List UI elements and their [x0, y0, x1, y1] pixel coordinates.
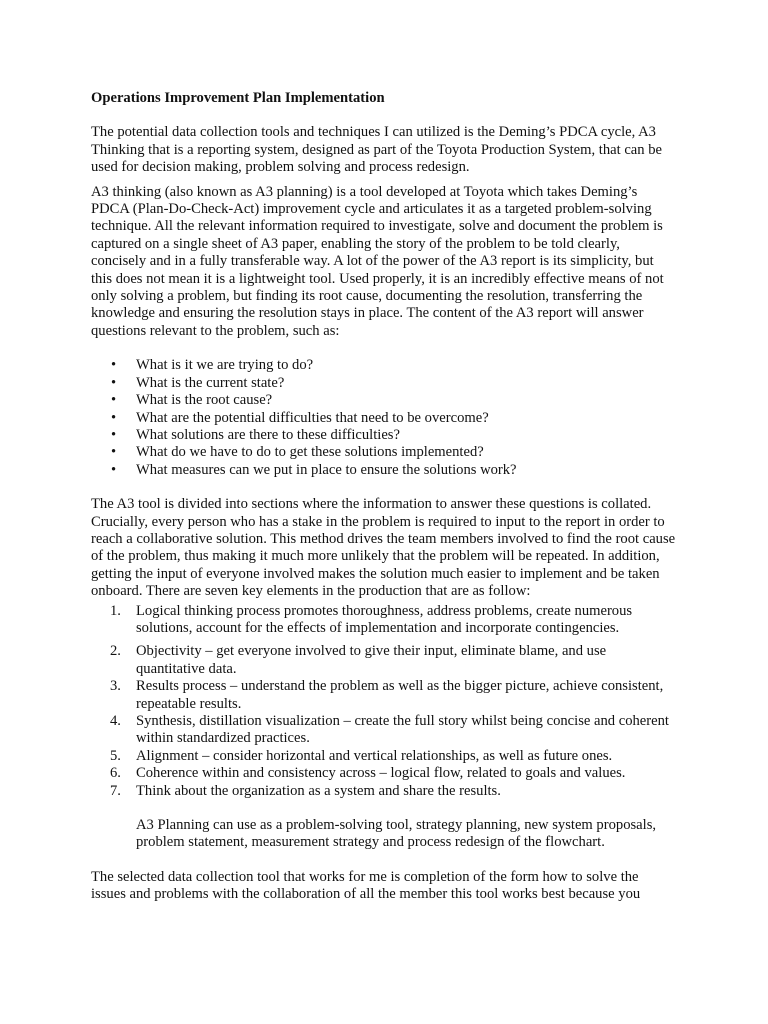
- element-text: Synthesis, distillation visualization – create the full story whilst being concise and coherent within standardized practices.: [136, 713, 669, 747]
- bullet-icon: •: [111, 409, 117, 426]
- item-number: 4.: [110, 713, 121, 729]
- list-item: [91, 643, 677, 678]
- bullet-icon: •: [111, 374, 117, 391]
- question-text: What are the potential difficulties that need to be overcome?: [136, 409, 489, 426]
- item-number: 5.: [110, 747, 121, 764]
- list-item: [91, 375, 677, 392]
- list-item: [91, 713, 677, 748]
- item-number: 1.: [110, 602, 121, 619]
- paragraph-a3-tool: The A3 tool is divided into sections where the information to answer these questions is collated. Crucially, every person who has a stake in the problem is required to input to the report in order to reach a collaborative solution. This method drives the team members involved to find the root cause of the problem, thus making it much more unlikely that the problem will be repeated. In addition, getting the input of everyone involved makes the solution much easier to implement and be taken onboard. There are seven key elements in the production that are as follow:: [91, 496, 676, 600]
- question-text: What solutions are there to these difficulties?: [136, 426, 400, 443]
- list-item: [91, 765, 677, 782]
- questions-list: [91, 357, 677, 479]
- list-item: [91, 462, 677, 479]
- paragraph-a3-thinking: A3 thinking (also known as A3 planning) is a tool developed at Toyota which takes Deming’s PDCA (Plan-Do-Check-Act) improvement cycle and articulates it as a targeted problem-solving technique. All the relevant information required to investigate, solve and document the problem is captured on a single sheet of A3 paper, enabling the story of the problem to be told clearly, concisely and in a fully transferable way. A lot of the power of the A3 report is its simplicity, but this does not mean it is a lightweight tool. Used properly, it is an incredibly effective means of not only solving a problem, but finding its root cause, documenting the resolution, transferring the knowledge and ensuring the resolution stays in place. The content of the A3 report will answer questions relevant to the problem, such as:: [91, 183, 664, 339]
- key-elements-list: [91, 603, 677, 800]
- bullet-icon: •: [111, 392, 117, 409]
- list-item: [91, 357, 677, 374]
- list-item: [91, 410, 677, 427]
- document-title: Operations Improvement Plan Implementation: [91, 90, 385, 106]
- document-page: [91, 90, 677, 910]
- paragraph-a3-planning: A3 Planning can use as a problem-solving tool, strategy planning, new system proposals, problem statement, measurement strategy and process redesign of the flowchart.: [136, 817, 657, 851]
- item-number: 7.: [110, 782, 121, 799]
- question-text: What do we have to do to get these solutions implemented?: [136, 444, 484, 461]
- list-item: [91, 392, 677, 409]
- list-item: [91, 678, 677, 713]
- bullet-icon: •: [111, 426, 117, 443]
- question-text: What is the current state?: [136, 374, 285, 391]
- bullet-icon: •: [111, 357, 117, 374]
- question-text: What measures can we put in place to ensure the solutions work?: [136, 461, 517, 478]
- question-text: What is the root cause?: [136, 392, 273, 409]
- item-number: 6.: [110, 765, 121, 782]
- paragraph-selected-tool: The selected data collection tool that works for me is completion of the form how to solve the issues and problems with the collaboration of all the member this tool works best because you: [91, 868, 641, 903]
- question-text: What is it we are trying to do?: [136, 357, 314, 374]
- element-text: Alignment – consider horizontal and vertical relationships, as well as future ones.: [136, 747, 613, 764]
- bullet-icon: •: [111, 444, 117, 461]
- element-text: Results process – understand the problem as well as the bigger picture, achieve consistent, repeatable results.: [136, 678, 664, 712]
- item-number: 3.: [110, 678, 121, 695]
- item-number: 2.: [110, 643, 121, 660]
- list-item: [91, 444, 677, 461]
- element-text: Objectivity – get everyone involved to give their input, eliminate blame, and use quantitative data.: [136, 643, 607, 677]
- paragraph-intro: The potential data collection tools and techniques I can utilized is the Deming’s PDCA cycle, A3 Thinking that is a reporting system, designed as part of the Toyota Production System, that can be used for decision making, problem solving and process redesign.: [91, 124, 663, 176]
- list-item: [91, 748, 677, 765]
- list-item: [91, 603, 677, 638]
- element-text: Logical thinking process promotes thoroughness, address problems, create numerous solutions, account for the effects of implementation and incorporate contingencies.: [136, 602, 633, 636]
- element-text: Coherence within and consistency across – logical flow, related to goals and values.: [136, 765, 626, 782]
- element-text: Think about the organization as a system and share the results.: [136, 782, 501, 799]
- list-item: [91, 427, 677, 444]
- bullet-icon: •: [111, 461, 117, 478]
- list-item: [91, 783, 677, 800]
